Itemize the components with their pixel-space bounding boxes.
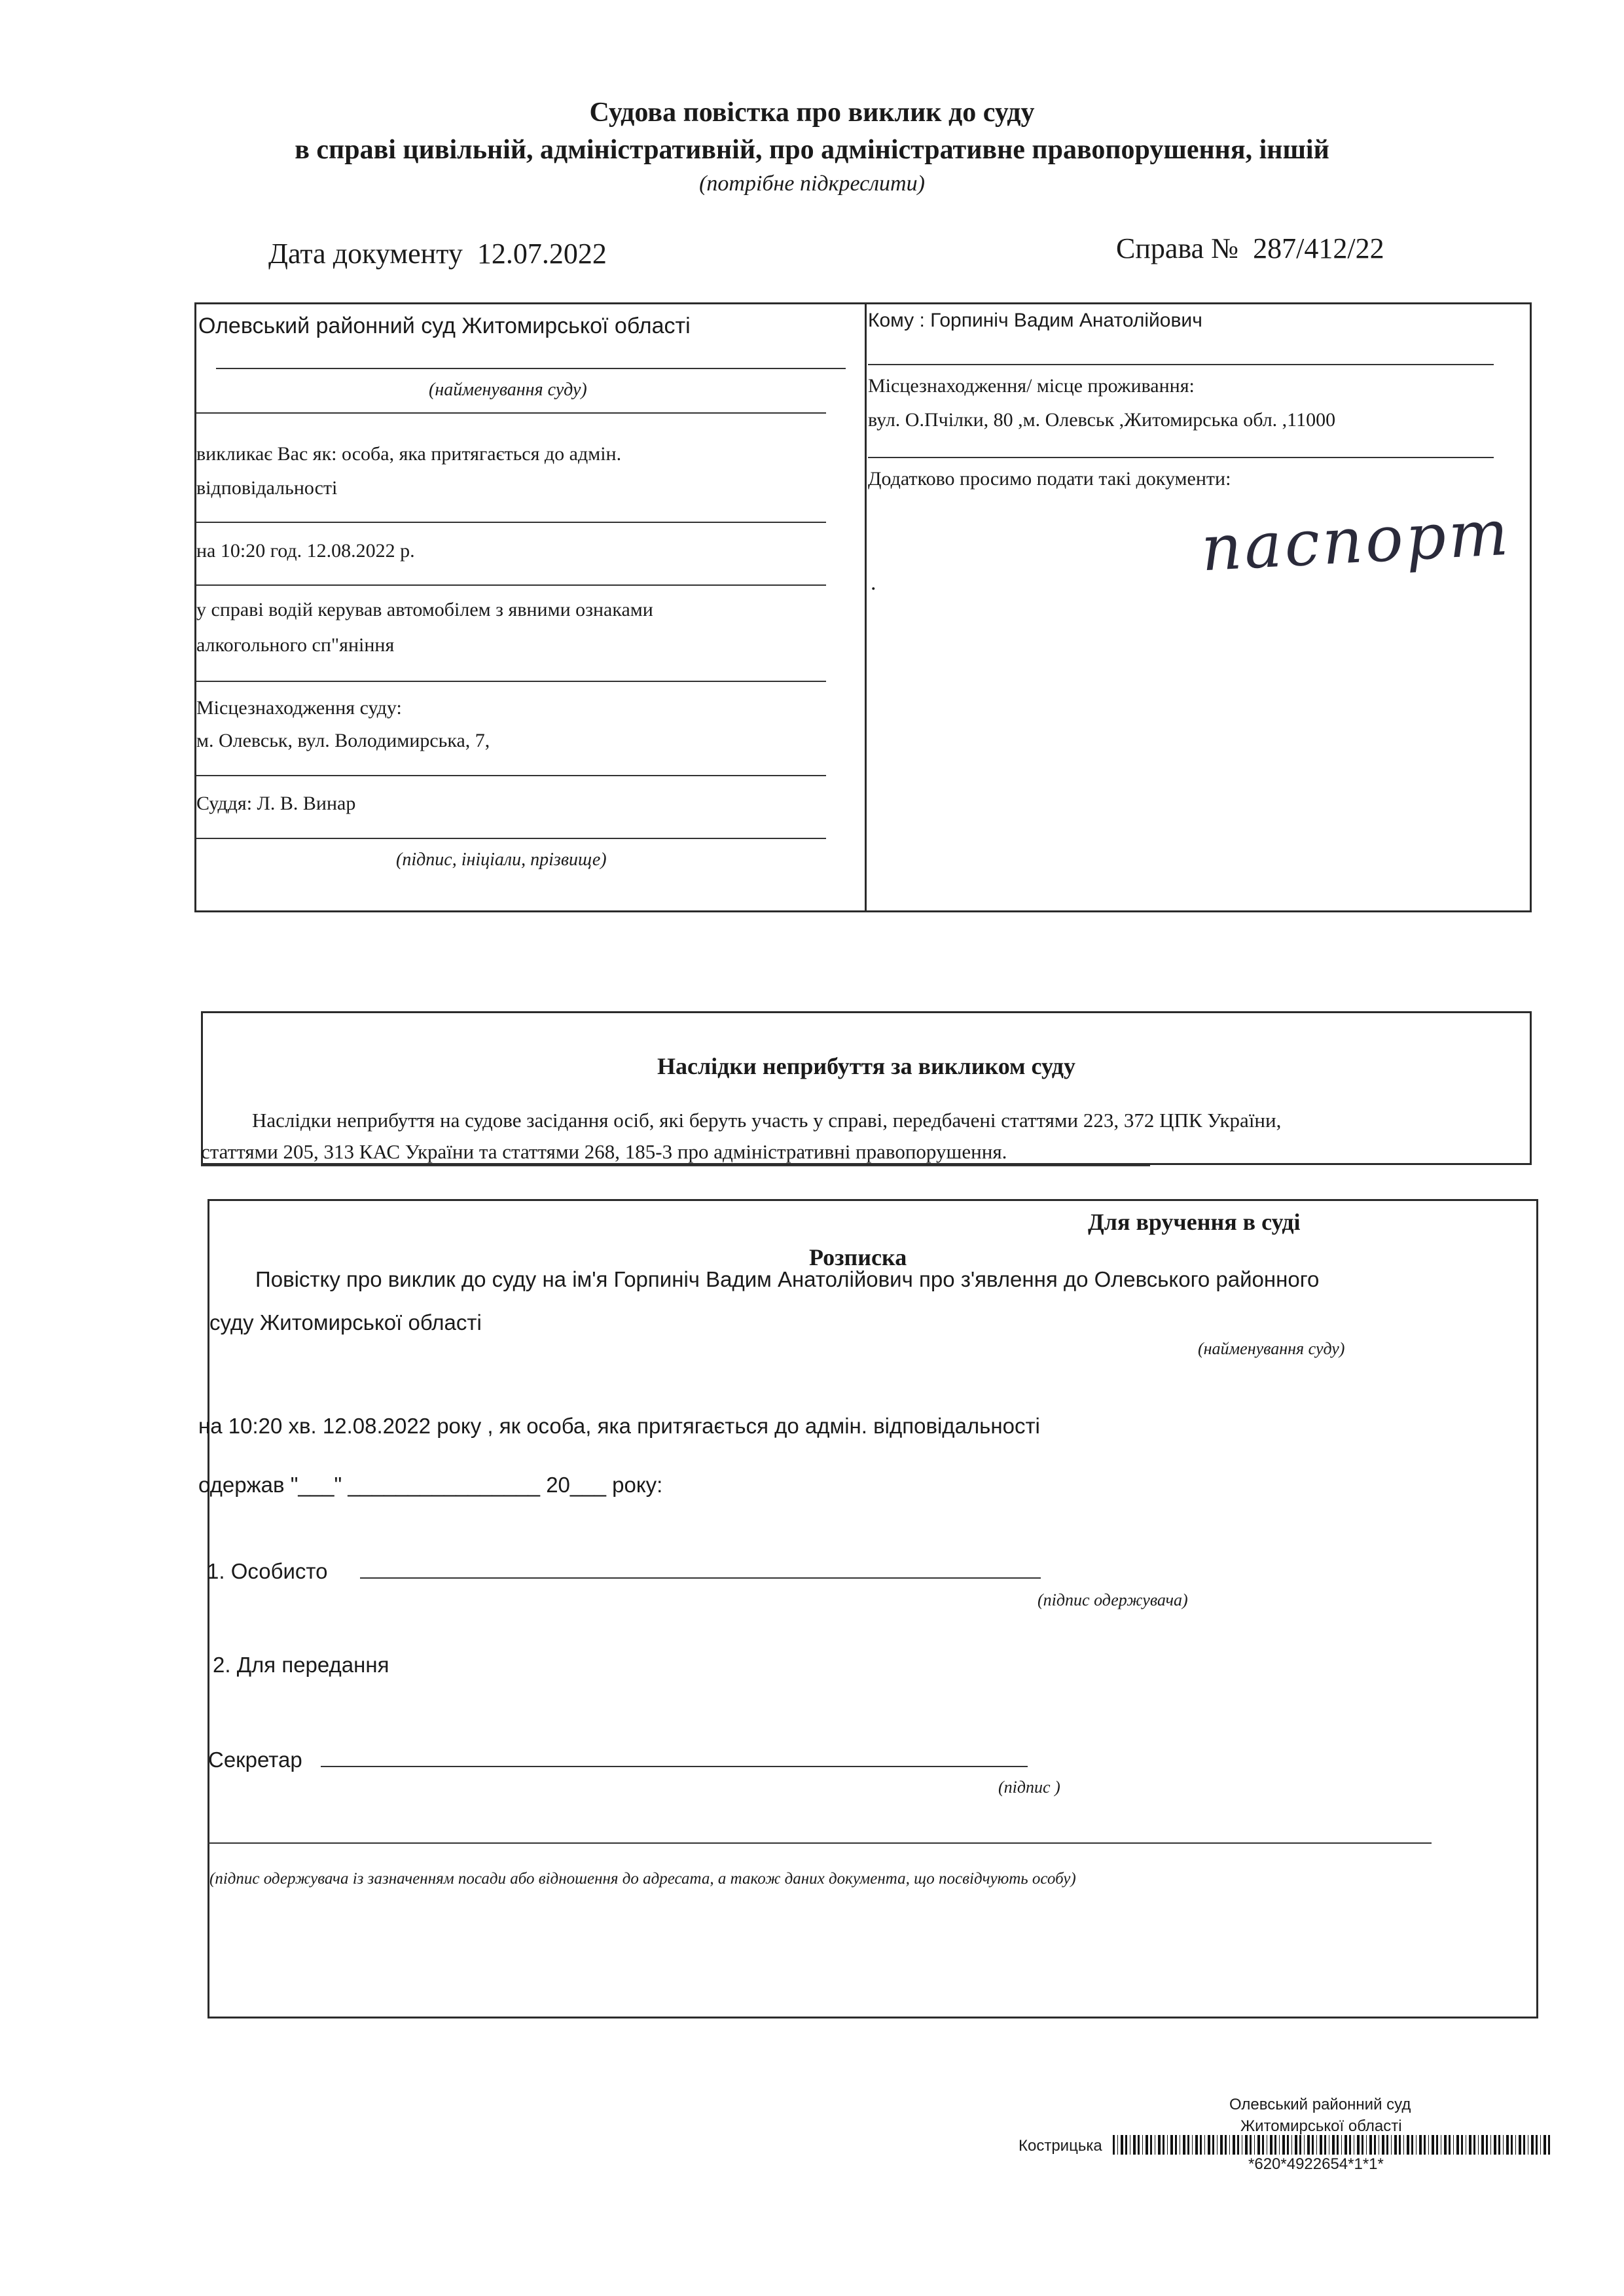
hearing-time: на 10:20 год. 12.08.2022 р.	[196, 540, 415, 562]
court-location-value: м. Олевськ, вул. Володимирська, 7,	[196, 730, 490, 751]
receipt-recipient-caption: (підпис одержувача)	[1038, 1590, 1188, 1609]
receipt-for-court: Для вручення в суді	[1088, 1209, 1301, 1235]
page-subtitle: в справі цивільній, адміністративній, про адміністративне правопорушення, іншій	[295, 135, 1329, 165]
extra-docs-handwritten: паспорт	[1199, 495, 1513, 586]
court-location-underline	[196, 775, 826, 776]
court-location-label: Місцезнаходження суду:	[196, 697, 402, 719]
barcode-code: *620*4922654*1*1*	[1248, 2155, 1384, 2173]
recipient-address-underline	[868, 457, 1494, 458]
case-description-cont: алкогольного сп"яніння	[196, 634, 395, 656]
court-name: Олевський районний суд Житомирської області	[198, 314, 691, 338]
summons-as: викликає Вас як: особа, яка притягається до адмін.	[196, 443, 622, 465]
case-label: Справа №	[1116, 232, 1239, 264]
receipt-time: на 10:20 хв. 12.08.2022 року , як особа, яка притягається до адмін. відповідальності	[198, 1414, 1040, 1438]
receipt-secretary-caption: (підпис )	[998, 1778, 1060, 1797]
extra-docs-label: Додатково просимо подати такі документи:	[868, 468, 1231, 490]
receipt-personal-signature-line	[360, 1577, 1041, 1579]
stamp-court-line-2: Житомирської області	[1240, 2117, 1402, 2135]
receipt-received: одержав "___" ________________ 20___ року:	[198, 1473, 663, 1497]
consequences-text-2: статтями 205, 313 КАС України та статтями 268, 185-3 про адміністративні правопорушення.	[201, 1140, 1007, 1163]
judge-underline	[196, 838, 826, 839]
judge-sign-caption: (підпис, ініціали, прізвище)	[396, 850, 607, 870]
court-name-underline	[216, 368, 846, 369]
receipt-text-1: Повістку про виклик до суду на ім'я Горпиніч Вадим Анатолійович про з'явлення до Олевського районного	[255, 1267, 1320, 1291]
hearing-time-underline	[196, 584, 826, 586]
judge-name: Суддя: Л. В. Винар	[196, 793, 356, 814]
recipient-address-label: Місцезнаходження/ місце проживання:	[868, 375, 1195, 397]
underline-note: (потрібне підкреслити)	[699, 171, 925, 196]
receipt-secretary: Секретар	[208, 1748, 302, 1772]
stamp-clerk: Кострицька	[1019, 2137, 1102, 2155]
page-title: Судова повістка про виклик до суду	[589, 98, 1035, 128]
case-number	[1116, 232, 1384, 265]
receipt-court-caption: (найменування суду)	[1198, 1339, 1345, 1358]
court-caption-underline	[196, 412, 826, 414]
receipt-text-2: суду Житомирської області	[209, 1310, 482, 1335]
case-value: 287/412/22	[1253, 232, 1384, 264]
summons-as-underline	[196, 522, 826, 523]
receipt-title: Розписка	[809, 1244, 907, 1270]
recipient-underline	[868, 364, 1494, 365]
case-description-underline	[196, 681, 826, 682]
extra-docs-dot: .	[871, 571, 876, 595]
summons-divider	[865, 302, 867, 912]
date-value: 12.07.2022	[477, 238, 607, 270]
receipt-bottom-line	[208, 1842, 1432, 1844]
barcode	[1113, 2135, 1551, 2155]
consequences-text-1: Наслідки неприбуття на судове засідання осіб, які беруть участь у справі, передбачені статтями 223, 372 ЦПК України,	[252, 1109, 1282, 1132]
receipt-personal: 1. Особисто	[207, 1559, 328, 1583]
document-date	[268, 237, 607, 270]
recipient-address-value: вул. О.Пчілки, 80 ,м. Олевськ ,Житомирська обл. ,11000	[868, 409, 1336, 431]
consequences-title: Наслідки неприбуття за викликом суду	[657, 1053, 1075, 1079]
date-label: Дата документу	[268, 238, 463, 270]
receipt-transfer: 2. Для передання	[213, 1653, 389, 1677]
case-description: у справі водій керував автомобілем з явними ознаками	[196, 599, 653, 620]
receipt-secretary-signature-line	[321, 1766, 1028, 1767]
recipient-name: Кому : Горпиніч Вадим Анатолійович	[868, 310, 1202, 331]
receipt-footer-caption: (підпис одержувача із зазначенням посади або відношення до адресата, а також даних документа, що посвідчують особу)	[209, 1870, 1076, 1888]
court-name-caption: (найменування суду)	[429, 380, 587, 400]
stamp-court-line-1: Олевський районний суд	[1229, 2096, 1411, 2113]
summons-as-cont: відповідальності	[196, 477, 338, 499]
consequences-underline	[201, 1165, 1150, 1166]
